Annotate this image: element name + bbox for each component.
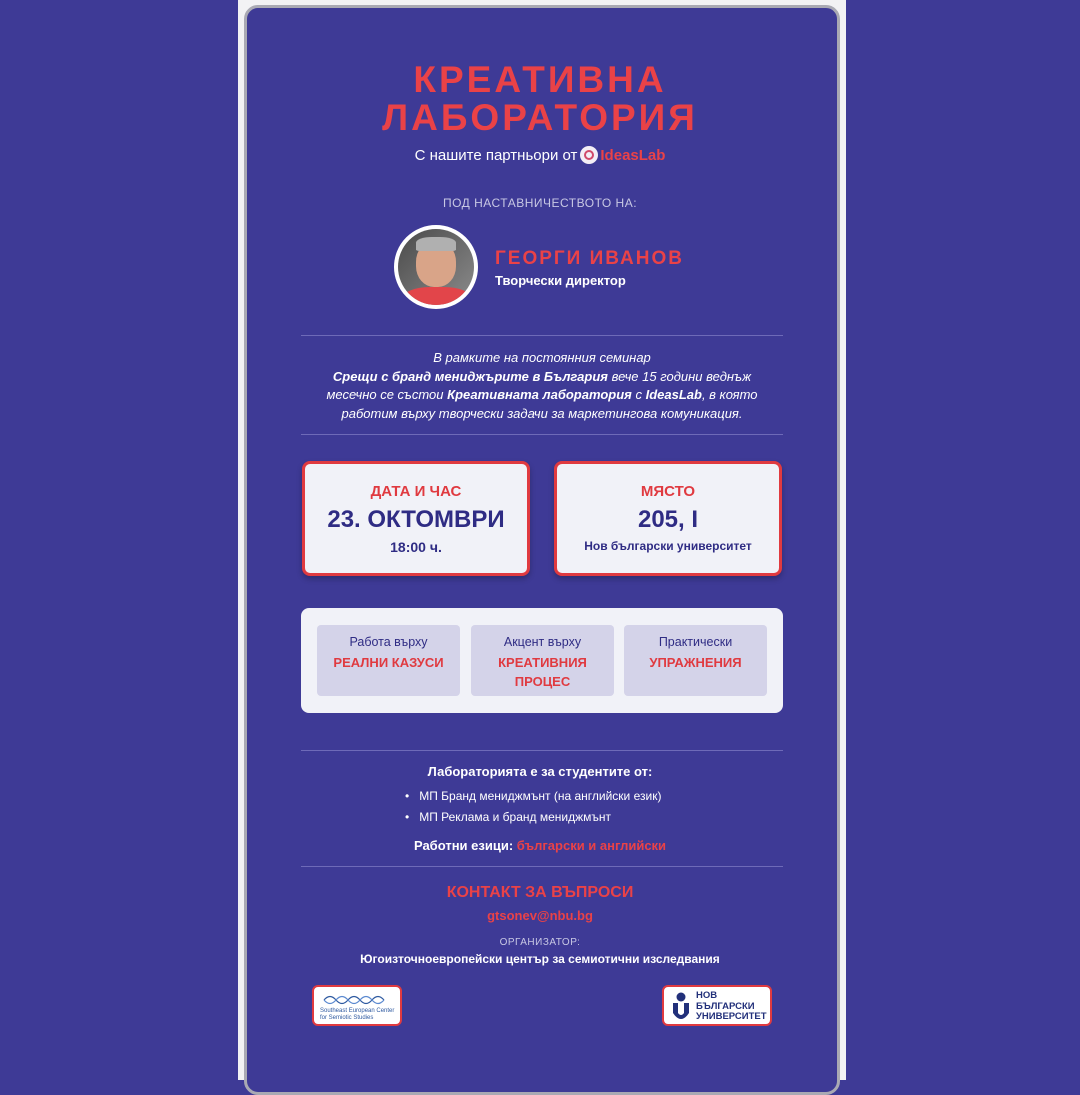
nbu-text-3: УНИВЕРСИТЕТ: [696, 1011, 767, 1022]
nbu-logo-text: [696, 991, 767, 1023]
ideaslab-name: IdeasLab: [645, 387, 702, 402]
nbu-text-2: БЪЛГАРСКИ: [696, 1000, 755, 1012]
semiotics-logo-text: [320, 1008, 394, 1022]
place-label: МЯСТО: [640, 483, 696, 500]
divider: [301, 335, 783, 336]
feature-top: Акцент върху: [503, 635, 582, 649]
feature-item: [471, 625, 614, 696]
list-item: • МП Бранд мениджмънт (на английски език): [405, 787, 661, 808]
partners-brand: IdeasLab: [600, 147, 666, 164]
avatar: [394, 225, 478, 309]
semiotics-logo-icon: [322, 993, 392, 1007]
mentor-label: ПОД НАСТАВНИЧЕСТВОТО НА:: [442, 196, 638, 210]
partners-line: [0, 146, 1080, 164]
partners-prefix: С нашите партньори от: [414, 147, 578, 164]
mentor-name: ГЕОРГИ ИВАНОВ: [495, 248, 684, 269]
ideaslab-logo-icon: [580, 146, 598, 164]
contact-email-link[interactable]: gtsonev@nbu.bg: [487, 908, 593, 923]
semiotics-text-1: Southeast European Center: [320, 1008, 395, 1014]
intro-line-4: работим върху творчески задачи за маркетингова комуникация.: [341, 405, 743, 421]
languages-label: Работни езици:: [413, 838, 514, 853]
feature-main: КРЕАТИВНИЯ ПРОЦЕС: [498, 655, 587, 689]
feature-item: [317, 625, 460, 696]
time-value: 18:00 ч.: [390, 539, 442, 555]
intro-line-2: [301, 368, 783, 387]
date-card: [302, 461, 530, 576]
contact-title: КОНТАКТ ЗА ВЪПРОСИ: [446, 884, 634, 901]
seminar-name: Срещи с бранд мениджърите в България: [332, 368, 608, 384]
room-value: 205, I: [637, 506, 699, 533]
mentor-role: Творчески директор: [495, 273, 626, 288]
intro-line-1: В рамките на постоянния семинар: [433, 350, 651, 365]
semiotics-text-2: for Semiotic Studies: [320, 1015, 374, 1021]
title-line-1: КРЕАТИВНА: [413, 59, 667, 100]
nbu-text-1: НОВ: [696, 990, 718, 1001]
date-value: 23. ОКТОМВРИ: [327, 506, 505, 533]
venue-value: Нов български университет: [584, 539, 752, 553]
feature-main: УПРАЖНЕНИЯ: [649, 655, 742, 670]
semiotics-logo: [312, 985, 402, 1026]
audience-list: [405, 787, 661, 829]
divider: [301, 866, 783, 867]
nbu-logo: [662, 985, 772, 1026]
title-line-2: ЛАБОРАТОРИЯ: [382, 97, 698, 138]
intro-text-3: месечно се състои: [326, 387, 448, 402]
organizer-name: Югоизточноевропейски център за семиотични изследвания: [360, 952, 720, 966]
intro-text-5: , в която: [701, 387, 758, 402]
intro-text-2: вече 15 години веднъж: [607, 368, 752, 384]
list-item: • МП Реклама и бранд мениджмънт: [405, 808, 661, 829]
divider: [301, 434, 783, 435]
divider: [301, 750, 783, 751]
audience-title: Лабораторията е за студентите от:: [427, 764, 653, 779]
feature-top: Практически: [658, 635, 733, 649]
feature-item: [624, 625, 767, 696]
intro-text-4: с: [631, 387, 646, 402]
date-label: ДАТА И ЧАС: [370, 483, 462, 500]
feature-top: Работа върху: [349, 635, 428, 649]
intro-line-3: [301, 386, 783, 405]
languages-value: български и английски: [516, 838, 667, 853]
intro-text: [301, 349, 783, 423]
feature-main: РЕАЛНИ КАЗУСИ: [333, 655, 444, 670]
features-panel: [301, 608, 783, 713]
languages-line: [0, 838, 1080, 853]
lab-name: Креативната лаборатория: [447, 387, 632, 402]
place-card: [554, 461, 782, 576]
organizer-label: ОРГАНИЗАТОР:: [499, 937, 581, 948]
nbu-logo-icon: [670, 991, 692, 1021]
